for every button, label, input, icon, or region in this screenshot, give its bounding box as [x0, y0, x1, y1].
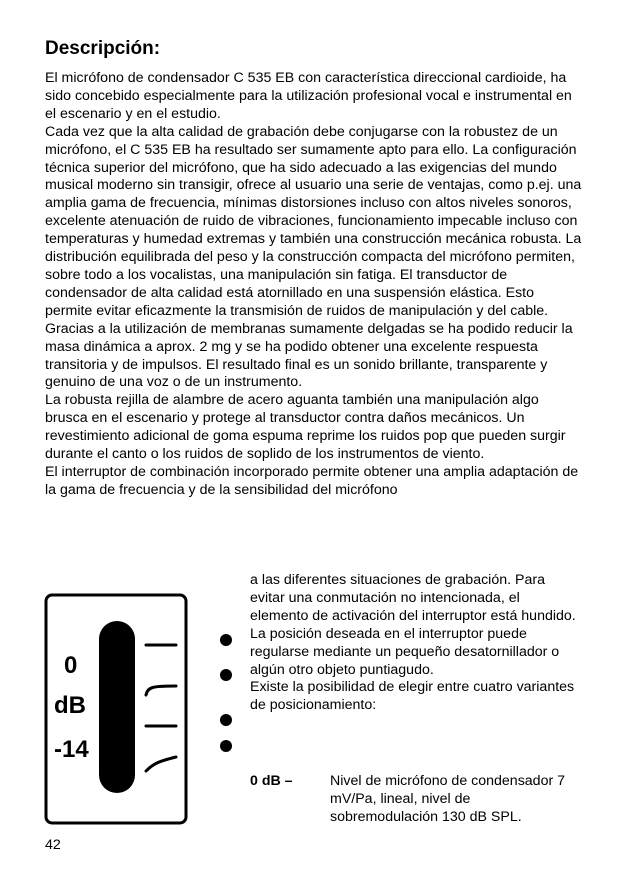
dot-position-1: [220, 634, 232, 646]
paragraph: Existe la posibilidad de elegir entre cuatro variantes de posicionamiento:: [250, 679, 575, 714]
position-dots: [220, 634, 232, 752]
description-body: [45, 70, 585, 500]
spec-label: 0 dB –: [250, 773, 293, 789]
paragraph: La robusta rejilla de alambre de acero aguanta también una manipulación algo brusca en el escenario y protege al transductor contra daños mecánicos. Un revestimiento adicional de goma espuma reprime los ruidos pop que pueden surgir durante el canto o los ruidos de soplido de los instrumentos de viento.: [45, 392, 566, 463]
switch-description: [250, 572, 580, 715]
switch-diagram: [44, 593, 244, 828]
section-title: Descripción:: [45, 38, 161, 59]
paragraph: El interruptor de combinación incorporado permite obtener una amplia adaptación de la gama de frecuencia y de la sensibilidad del micrófono: [45, 463, 579, 498]
spec-description: Nivel de micrófono de condensador 7 mV/Pa, lineal, nivel de sobremodulación 130 dB SPL.: [330, 773, 566, 825]
dot-position-4: [220, 740, 232, 752]
dot-position-2: [220, 669, 232, 681]
label-zero: 0: [64, 652, 78, 679]
dot-position-3: [220, 714, 232, 726]
paragraph: Cada vez que la alta calidad de grabación debe conjugarse con la robustez de un micrófono, el C 535 EB ha resultado ser sumamente apto para ello. La configuración técnica superior del micrófono, que ha sido adecuado a las exigencias del mundo musical moderno sin transigir, ofrece al usuario una serie de ventajas, como p.ej. una amplia gama de frecuencia, mínimas distorsiones incluso con altos niveles sonoros, excelente atenuación de ruido de vibraciones, funcionamiento impecable incluso con temperaturas y humedad extremas y también una construcción mecánica robusta. La distribución equilibrada del peso y la construcción compacta del micrófono permiten, sobre todo a los vocalistas, una manipulación sin fatiga. El transductor de condensador de alta calidad está atornillado en una suspensión elástica. Esto permite evitar eficazmente la transmisión de ruidos de manipulación y del cable. Gracias a la utilización de membranas sumamente delgadas se ha podido reducir la masa dinámica a aprox. 2 mg y se ha podido obtener una excelente respuesta transitoria y de impulsos. El resultado final es un sonido brillante, transparente y genuino de una voz o de un instrumento.: [45, 123, 582, 391]
position-marks: [146, 645, 176, 771]
switch-slider: [99, 621, 135, 793]
page-number: 42: [45, 837, 61, 853]
label-db: dB: [54, 692, 86, 719]
label-minus-14: -14: [54, 736, 89, 763]
spec-row: [250, 773, 580, 827]
mark-rolloff: [146, 686, 176, 695]
paragraph: El micrófono de condensador C 535 EB con característica direccional cardioide, ha sido concebido especialmente para la utilización profesional vocal e instrumental en el escenario y en el estudio.: [45, 70, 572, 122]
mark-rolloff-presence: [146, 757, 176, 771]
paragraph: a las diferentes situaciones de grabación. Para evitar una conmutación no intencionada, el elemento de activación del interruptor está hundido. La posición deseada en el interruptor puede regularse mediante un pequeño desatornillador o algún otro objeto puntiagudo.: [250, 572, 576, 678]
